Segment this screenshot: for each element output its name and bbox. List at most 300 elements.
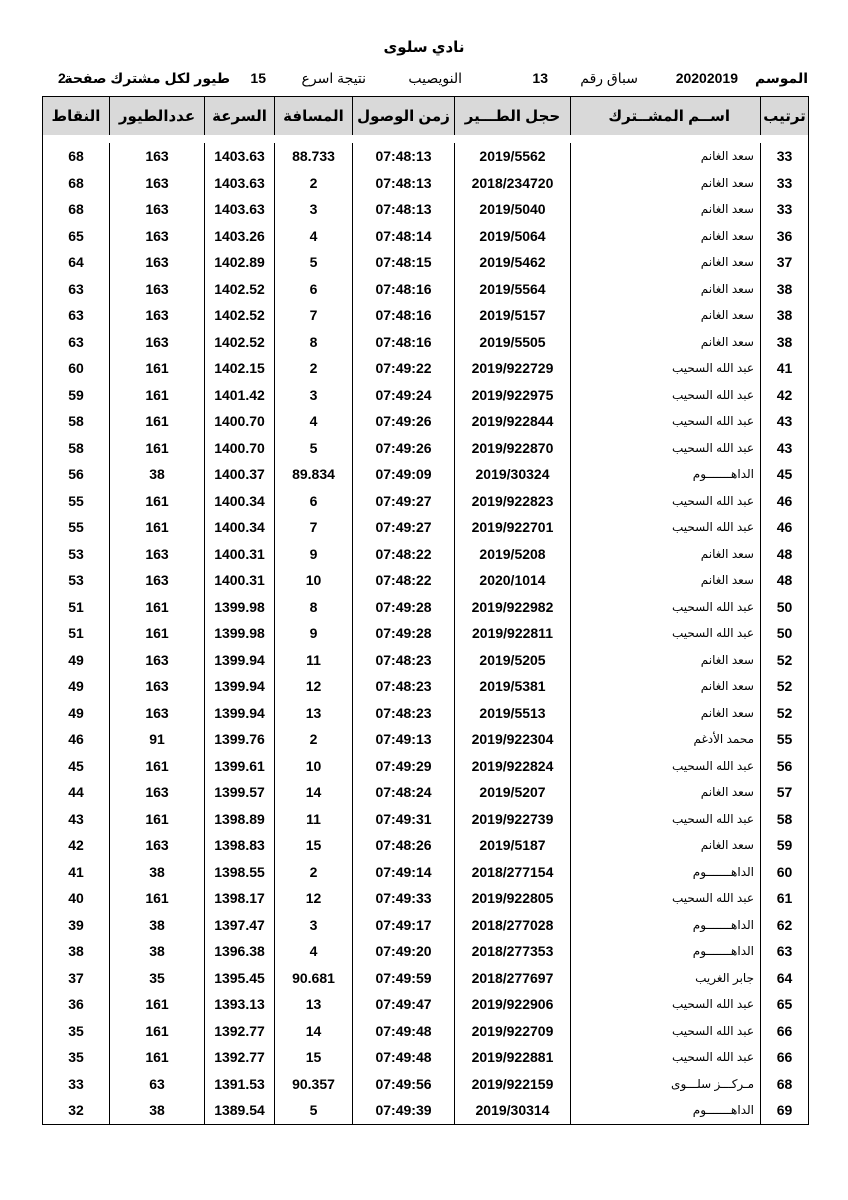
distance-cell: 88.733 — [275, 143, 353, 170]
speed-cell: 1401.42 — [205, 382, 275, 409]
col-birds: عددالطيور — [110, 97, 205, 136]
arrival-cell: 07:48:22 — [353, 567, 455, 594]
participant-cell: عبد الله السحيب — [571, 1044, 761, 1071]
points-cell: 55 — [43, 488, 110, 515]
participant-cell: سعد الغانم — [571, 673, 761, 700]
points-cell: 42 — [43, 832, 110, 859]
distance-cell: 3 — [275, 382, 353, 409]
birds-cell: 163 — [110, 541, 205, 568]
col-ring: حجل الطـــير — [455, 97, 571, 136]
birds-cell: 163 — [110, 143, 205, 170]
points-cell: 40 — [43, 885, 110, 912]
participant-cell: سعد الغانم — [571, 276, 761, 303]
arrival-cell: 07:49:27 — [353, 514, 455, 541]
speed-cell: 1400.31 — [205, 541, 275, 568]
points-cell: 68 — [43, 196, 110, 223]
ring-cell: 2019/922975 — [455, 382, 571, 409]
speed-cell: 1393.13 — [205, 991, 275, 1018]
participant-cell: عبد الله السحيب — [571, 514, 761, 541]
birds-cell: 163 — [110, 170, 205, 197]
arrival-cell: 07:49:13 — [353, 726, 455, 753]
points-cell: 51 — [43, 594, 110, 621]
rank-cell: 52 — [761, 700, 809, 727]
arrival-cell: 07:48:16 — [353, 329, 455, 356]
distance-cell: 8 — [275, 594, 353, 621]
arrival-cell: 07:49:17 — [353, 912, 455, 939]
rank-cell: 52 — [761, 647, 809, 674]
rank-cell: 33 — [761, 143, 809, 170]
distance-cell: 3 — [275, 196, 353, 223]
points-cell: 35 — [43, 1044, 110, 1071]
points-cell: 63 — [43, 329, 110, 356]
birds-cell: 163 — [110, 302, 205, 329]
distance-cell: 13 — [275, 991, 353, 1018]
speed-cell: 1402.52 — [205, 329, 275, 356]
speed-cell: 1400.37 — [205, 461, 275, 488]
speed-cell: 1399.98 — [205, 620, 275, 647]
birds-cell: 163 — [110, 673, 205, 700]
birds-cell: 163 — [110, 329, 205, 356]
result-value: 15 — [250, 70, 266, 86]
table-row — [43, 196, 809, 223]
speed-cell: 1399.57 — [205, 779, 275, 806]
ring-cell: 2019/922739 — [455, 806, 571, 833]
participant-cell: سعد الغانم — [571, 249, 761, 276]
ring-cell: 2019/5208 — [455, 541, 571, 568]
speed-cell: 1398.89 — [205, 806, 275, 833]
rank-cell: 43 — [761, 408, 809, 435]
ring-cell: 2019/5157 — [455, 302, 571, 329]
ring-cell: 2019/5462 — [455, 249, 571, 276]
points-cell: 68 — [43, 143, 110, 170]
col-arrival: زمن الوصول — [353, 97, 455, 136]
distance-cell: 12 — [275, 885, 353, 912]
birds-label: طيور لكل مشترك صفحة — [64, 70, 230, 86]
points-cell: 44 — [43, 779, 110, 806]
page-number: 2 — [58, 70, 66, 86]
col-speed: السرعة — [205, 97, 275, 136]
points-cell: 56 — [43, 461, 110, 488]
rank-cell: 56 — [761, 753, 809, 780]
participant-cell: عبد الله السحيب — [571, 435, 761, 462]
arrival-cell: 07:48:24 — [353, 779, 455, 806]
speed-cell: 1400.70 — [205, 408, 275, 435]
participant-cell: عبد الله السحيب — [571, 488, 761, 515]
table-row — [43, 435, 809, 462]
race-value: 13 — [532, 70, 548, 86]
table-row — [43, 1097, 809, 1124]
club-title: نادي سلوى — [383, 39, 465, 56]
rank-cell: 42 — [761, 382, 809, 409]
distance-cell: 7 — [275, 302, 353, 329]
speed-cell: 1403.26 — [205, 223, 275, 250]
table-row — [43, 726, 809, 753]
participant-cell: محمد الأدغم — [571, 726, 761, 753]
arrival-cell: 07:49:48 — [353, 1044, 455, 1071]
participant-cell: سعد الغانم — [571, 302, 761, 329]
rank-cell: 52 — [761, 673, 809, 700]
birds-cell: 161 — [110, 753, 205, 780]
birds-cell: 161 — [110, 488, 205, 515]
speed-cell: 1392.77 — [205, 1018, 275, 1045]
table-row — [43, 1071, 809, 1098]
arrival-cell: 07:49:47 — [353, 991, 455, 1018]
distance-cell: 5 — [275, 249, 353, 276]
arrival-cell: 07:49:39 — [353, 1097, 455, 1124]
rank-cell: 69 — [761, 1097, 809, 1124]
ring-cell: 2019/5505 — [455, 329, 571, 356]
participant-cell: عبد الله السحيب — [571, 885, 761, 912]
arrival-cell: 07:49:14 — [353, 859, 455, 886]
birds-cell: 161 — [110, 514, 205, 541]
rank-cell: 65 — [761, 991, 809, 1018]
points-cell: 63 — [43, 276, 110, 303]
arrival-cell: 07:49:20 — [353, 938, 455, 965]
ring-cell: 2019/5205 — [455, 647, 571, 674]
table-row — [43, 143, 809, 170]
rank-cell: 57 — [761, 779, 809, 806]
arrival-cell: 07:49:27 — [353, 488, 455, 515]
speed-cell: 1389.54 — [205, 1097, 275, 1124]
birds-cell: 163 — [110, 647, 205, 674]
arrival-cell: 07:48:23 — [353, 673, 455, 700]
table-row — [43, 700, 809, 727]
points-cell: 41 — [43, 859, 110, 886]
birds-cell: 163 — [110, 276, 205, 303]
arrival-cell: 07:48:26 — [353, 832, 455, 859]
distance-cell: 9 — [275, 620, 353, 647]
points-cell: 49 — [43, 673, 110, 700]
rank-cell: 46 — [761, 514, 809, 541]
birds-cell: 161 — [110, 382, 205, 409]
ring-cell: 2019/922906 — [455, 991, 571, 1018]
speed-cell: 1403.63 — [205, 196, 275, 223]
arrival-cell: 07:49:48 — [353, 1018, 455, 1045]
ring-cell: 2018/277154 — [455, 859, 571, 886]
rank-cell: 61 — [761, 885, 809, 912]
participant-cell: الداهـــــــوم — [571, 912, 761, 939]
arrival-cell: 07:48:14 — [353, 223, 455, 250]
arrival-cell: 07:48:13 — [353, 196, 455, 223]
participant-cell: جابر الغريب — [571, 965, 761, 992]
participant-cell: سعد الغانم — [571, 832, 761, 859]
rank-cell: 38 — [761, 302, 809, 329]
speed-cell: 1400.31 — [205, 567, 275, 594]
participant-cell: سعد الغانم — [571, 329, 761, 356]
distance-cell: 90.681 — [275, 965, 353, 992]
distance-cell: 9 — [275, 541, 353, 568]
rank-cell: 62 — [761, 912, 809, 939]
speed-cell: 1403.63 — [205, 170, 275, 197]
birds-cell: 163 — [110, 779, 205, 806]
points-cell: 35 — [43, 1018, 110, 1045]
arrival-cell: 07:49:26 — [353, 435, 455, 462]
rank-cell: 33 — [761, 196, 809, 223]
participant-cell: سعد الغانم — [571, 143, 761, 170]
participant-cell: سعد الغانم — [571, 647, 761, 674]
result-label: نتيجة اسرع — [301, 70, 366, 86]
ring-cell: 2019/922729 — [455, 355, 571, 382]
distance-cell: 8 — [275, 329, 353, 356]
ring-cell: 2018/277697 — [455, 965, 571, 992]
ring-cell: 2019/5187 — [455, 832, 571, 859]
ring-cell: 2019/922304 — [455, 726, 571, 753]
birds-cell: 161 — [110, 1044, 205, 1071]
table-row — [43, 673, 809, 700]
ring-cell: 2019/5207 — [455, 779, 571, 806]
table-row — [43, 806, 809, 833]
rank-cell: 45 — [761, 461, 809, 488]
speed-cell: 1395.45 — [205, 965, 275, 992]
table-row — [43, 329, 809, 356]
distance-cell: 2 — [275, 859, 353, 886]
col-participant: اســم المشــترك — [571, 97, 761, 136]
points-cell: 60 — [43, 355, 110, 382]
arrival-cell: 07:49:56 — [353, 1071, 455, 1098]
rank-cell: 60 — [761, 859, 809, 886]
rank-cell: 33 — [761, 170, 809, 197]
ring-cell: 2019/922844 — [455, 408, 571, 435]
participant-cell: الداهـــــــوم — [571, 1097, 761, 1124]
col-rank: ترتيب — [761, 97, 809, 136]
birds-cell: 38 — [110, 938, 205, 965]
birds-cell: 161 — [110, 408, 205, 435]
participant-cell: عبد الله السحيب — [571, 620, 761, 647]
points-cell: 36 — [43, 991, 110, 1018]
rank-cell: 55 — [761, 726, 809, 753]
speed-cell: 1399.94 — [205, 647, 275, 674]
distance-cell: 11 — [275, 647, 353, 674]
speed-cell: 1400.34 — [205, 488, 275, 515]
ring-cell: 2019/5064 — [455, 223, 571, 250]
rank-cell: 68 — [761, 1071, 809, 1098]
distance-cell: 11 — [275, 806, 353, 833]
speed-cell: 1400.70 — [205, 435, 275, 462]
ring-cell: 2019/5381 — [455, 673, 571, 700]
arrival-cell: 07:49:31 — [353, 806, 455, 833]
participant-cell: عبد الله السحيب — [571, 594, 761, 621]
points-cell: 39 — [43, 912, 110, 939]
season-value: 20202019 — [675, 70, 738, 86]
arrival-cell: 07:49:09 — [353, 461, 455, 488]
table-row — [43, 859, 809, 886]
arrival-cell: 07:49:28 — [353, 620, 455, 647]
birds-cell: 163 — [110, 196, 205, 223]
distance-cell: 15 — [275, 832, 353, 859]
table-row — [43, 382, 809, 409]
participant-cell: عبد الله السحيب — [571, 382, 761, 409]
season-label: الموسم — [755, 70, 808, 86]
table-row — [43, 408, 809, 435]
table-row — [43, 541, 809, 568]
table-row — [43, 753, 809, 780]
speed-cell: 1399.76 — [205, 726, 275, 753]
participant-cell: سعد الغانم — [571, 567, 761, 594]
birds-cell: 63 — [110, 1071, 205, 1098]
table-row — [43, 779, 809, 806]
speed-cell: 1402.52 — [205, 276, 275, 303]
birds-cell: 161 — [110, 435, 205, 462]
points-cell: 63 — [43, 302, 110, 329]
table-row — [43, 991, 809, 1018]
rank-cell: 41 — [761, 355, 809, 382]
arrival-cell: 07:48:13 — [353, 170, 455, 197]
speed-cell: 1397.47 — [205, 912, 275, 939]
speed-cell: 1396.38 — [205, 938, 275, 965]
birds-cell: 35 — [110, 965, 205, 992]
arrival-cell: 07:49:26 — [353, 408, 455, 435]
participant-cell: سعد الغانم — [571, 779, 761, 806]
rank-cell: 37 — [761, 249, 809, 276]
col-distance: المسافة — [275, 97, 353, 136]
birds-cell: 163 — [110, 249, 205, 276]
points-cell: 32 — [43, 1097, 110, 1124]
points-cell: 65 — [43, 223, 110, 250]
table-row — [43, 276, 809, 303]
ring-cell: 2019/5040 — [455, 196, 571, 223]
birds-cell: 91 — [110, 726, 205, 753]
table-row — [43, 567, 809, 594]
speed-cell: 1402.89 — [205, 249, 275, 276]
location: النويصيب — [408, 70, 462, 86]
speed-cell: 1399.61 — [205, 753, 275, 780]
distance-cell: 2 — [275, 726, 353, 753]
rank-cell: 58 — [761, 806, 809, 833]
ring-cell: 2019/922701 — [455, 514, 571, 541]
birds-cell: 163 — [110, 223, 205, 250]
points-cell: 46 — [43, 726, 110, 753]
distance-cell: 3 — [275, 912, 353, 939]
ring-cell: 2019/5513 — [455, 700, 571, 727]
participant-cell: سعد الغانم — [571, 700, 761, 727]
table-row — [43, 1044, 809, 1071]
participant-cell: عبد الله السحيب — [571, 806, 761, 833]
distance-cell: 4 — [275, 938, 353, 965]
table-row — [43, 170, 809, 197]
distance-cell: 10 — [275, 567, 353, 594]
rank-cell: 50 — [761, 620, 809, 647]
col-points: النقاط — [43, 97, 110, 136]
table-body — [43, 143, 809, 1124]
arrival-cell: 07:49:22 — [353, 355, 455, 382]
birds-cell: 161 — [110, 885, 205, 912]
rank-cell: 38 — [761, 276, 809, 303]
birds-cell: 163 — [110, 700, 205, 727]
points-cell: 58 — [43, 435, 110, 462]
points-cell: 58 — [43, 408, 110, 435]
birds-cell: 161 — [110, 620, 205, 647]
table-row — [43, 620, 809, 647]
birds-cell: 161 — [110, 991, 205, 1018]
speed-cell: 1399.94 — [205, 673, 275, 700]
distance-cell: 4 — [275, 408, 353, 435]
ring-cell: 2019/5562 — [455, 143, 571, 170]
distance-cell: 14 — [275, 1018, 353, 1045]
birds-cell: 38 — [110, 912, 205, 939]
speed-cell: 1392.77 — [205, 1044, 275, 1071]
distance-cell: 13 — [275, 700, 353, 727]
points-cell: 59 — [43, 382, 110, 409]
distance-cell: 10 — [275, 753, 353, 780]
rank-cell: 66 — [761, 1018, 809, 1045]
ring-cell: 2019/922870 — [455, 435, 571, 462]
participant-cell: الداهـــــــوم — [571, 461, 761, 488]
participant-cell: سعد الغانم — [571, 196, 761, 223]
ring-cell: 2019/30324 — [455, 461, 571, 488]
speed-cell: 1398.83 — [205, 832, 275, 859]
points-cell: 37 — [43, 965, 110, 992]
speed-cell: 1402.15 — [205, 355, 275, 382]
table-row — [43, 461, 809, 488]
distance-cell: 15 — [275, 1044, 353, 1071]
participant-cell: الداهـــــــوم — [571, 938, 761, 965]
rank-cell: 48 — [761, 567, 809, 594]
ring-cell: 2019/30314 — [455, 1097, 571, 1124]
ring-cell: 2019/5564 — [455, 276, 571, 303]
arrival-cell: 07:49:28 — [353, 594, 455, 621]
table-row — [43, 488, 809, 515]
ring-cell: 2019/922811 — [455, 620, 571, 647]
arrival-cell: 07:48:16 — [353, 302, 455, 329]
table-row — [43, 885, 809, 912]
ring-cell: 2019/922709 — [455, 1018, 571, 1045]
arrival-cell: 07:48:23 — [353, 700, 455, 727]
rank-cell: 63 — [761, 938, 809, 965]
arrival-cell: 07:49:29 — [353, 753, 455, 780]
participant-cell: سعد الغانم — [571, 223, 761, 250]
arrival-cell: 07:48:16 — [353, 276, 455, 303]
speed-cell: 1398.17 — [205, 885, 275, 912]
arrival-cell: 07:49:59 — [353, 965, 455, 992]
birds-cell: 161 — [110, 355, 205, 382]
ring-cell: 2019/922159 — [455, 1071, 571, 1098]
points-cell: 43 — [43, 806, 110, 833]
rank-cell: 50 — [761, 594, 809, 621]
distance-cell: 6 — [275, 488, 353, 515]
birds-cell: 161 — [110, 806, 205, 833]
birds-cell: 163 — [110, 567, 205, 594]
ring-cell: 2019/922823 — [455, 488, 571, 515]
points-cell: 33 — [43, 1071, 110, 1098]
participant-cell: عبد الله السحيب — [571, 355, 761, 382]
distance-cell: 14 — [275, 779, 353, 806]
participant-cell: عبد الله السحيب — [571, 753, 761, 780]
birds-cell: 38 — [110, 1097, 205, 1124]
points-cell: 53 — [43, 541, 110, 568]
table-row — [43, 938, 809, 965]
distance-cell: 2 — [275, 355, 353, 382]
ring-cell: 2019/922824 — [455, 753, 571, 780]
table-row — [43, 912, 809, 939]
speed-cell: 1399.94 — [205, 700, 275, 727]
points-cell: 49 — [43, 647, 110, 674]
rank-cell: 48 — [761, 541, 809, 568]
rank-cell: 36 — [761, 223, 809, 250]
table-row — [43, 355, 809, 382]
distance-cell: 90.357 — [275, 1071, 353, 1098]
arrival-cell: 07:48:15 — [353, 249, 455, 276]
arrival-cell: 07:48:22 — [353, 541, 455, 568]
speed-cell: 1403.63 — [205, 143, 275, 170]
ring-cell: 2019/922881 — [455, 1044, 571, 1071]
participant-cell: الداهـــــــوم — [571, 859, 761, 886]
table-row — [43, 1018, 809, 1045]
rank-cell: 66 — [761, 1044, 809, 1071]
ring-cell: 2020/1014 — [455, 567, 571, 594]
distance-cell: 4 — [275, 223, 353, 250]
table-row — [43, 302, 809, 329]
rank-cell: 38 — [761, 329, 809, 356]
